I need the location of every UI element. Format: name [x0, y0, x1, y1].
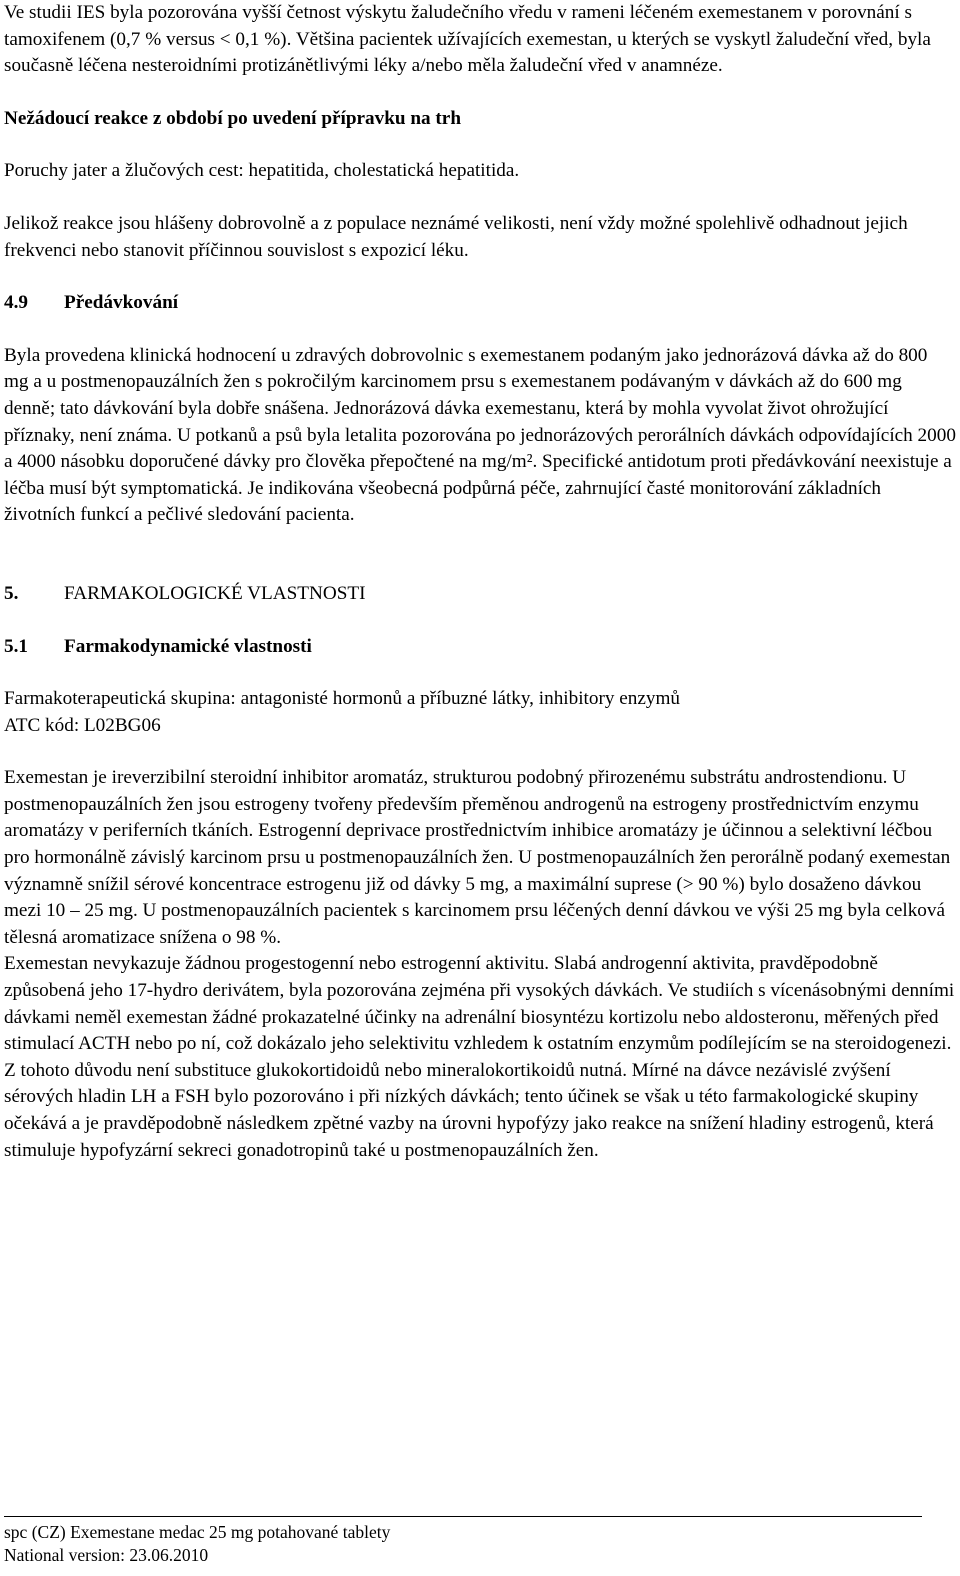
footer-version: National version: 23.06.2010: [4, 1545, 209, 1565]
pharmacodynamics-text-1: Exemestan je ireverzibilní steroidní inhibitor aromatáz, strukturou podobný přirozenému substrátu androstendionu. U postmenopauzálních žen jsou estrogeny tvořeny především přeměnou androgenů na estrogeny prostřednictvím enzymu aromatázy v periferních tkáních. Estrogenní deprivace prostřednictvím inhibice aromatázy je účinnou a selektivní léčbou pro hormonálně závislý karcinom prsu u postmenopauzálních žen. U postmenopauzálních žen perorálně podaný exemestan významně snížil sérové koncentrace estrogenu již od dávky 5 mg, a maximální suprese (> 90 %) bylo dosaženo dávkou mezi 10 – 25 mg. U postmenopauzálních pacientek s karcinomem prsu léčených denní dávkou ve výši 25 mg byla celková tělesná aromatizace snížena o 98 %.: [4, 767, 951, 948]
section-pharmacodynamics-heading: [4, 634, 956, 661]
postmarketing-heading: Nežádoucí reakce z období po uvedení přípravku na trh: [4, 107, 461, 129]
section-pharmacology-heading: [4, 581, 956, 608]
intro-paragraph: Ve studii IES byla pozorována vyšší četnost výskytu žaludečního vředu v rameni léčeném exemestanem v porovnání s tamoxifenem (0,7 % versus < 0,1 %). Většina pacientek užívajících exemestan, u kterých se vyskytl žaludeční vřed, byla současně léčena nesteroidními protizánětlivými léky a/nebo měla žaludeční vřed v anamnéze.: [4, 2, 931, 77]
postmarketing-liver-text: Poruchy jater a žlučových cest: hepatitida, cholestatická hepatitida.: [4, 160, 520, 182]
section-title: Předávkování: [64, 292, 179, 314]
section-number: 5.1: [4, 635, 28, 657]
section-title: FARMAKOLOGICKÉ VLASTNOSTI: [64, 582, 366, 604]
page-footer: [4, 1516, 922, 1567]
section-title: Farmakodynamické vlastnosti: [64, 635, 312, 657]
atc-code: ATC kód: L02BG06: [4, 714, 161, 736]
section-overdose-heading: [4, 290, 956, 317]
section-number: 5.: [4, 582, 19, 604]
postmarketing-reporting-text: Jelikož reakce jsou hlášeny dobrovolně a z populace neznámé velikosti, není vždy možné spolehlivě odhadnout jejich frekvenci nebo stanovit příčinnou souvislost s expozicí léku.: [4, 212, 908, 261]
pharmacodynamics-text-2: Exemestan nevykazuje žádnou progestogenní nebo estrogenní aktivitu. Slabá androgenní aktivita, pravděpodobně způsobená jeho 17-hydro derivátem, byla pozorována zejména při vysokých dávkách. Ve studiích s vícenásobnými denními dávkami neměl exemestan žádné prokazatelné účinky na adrenální biosyntézu kortizolu nebo aldosteronu, měřených před stimulací ACTH nebo po ní, což dokázalo jeho selektivitu vzhledem k ostatním enzymům podílejícím se na steroidogenezi.: [4, 953, 955, 1055]
section-number: 4.9: [4, 292, 28, 314]
pharmacodynamics-text-3: Z tohoto důvodu není substituce glukokortidoidů nebo mineralokortikoidů nutná. Mírné na dávce nezávislé zvýšení sérových hladin LH a FSH bylo pozorováno i při nízkých dávkách; tento účinek se však u této farmakologické skupiny očekává a je pravděpodobně následkem zpětné vazby na úrovni hypofýzy jako reakce na snížení hladiny estrogenů, která stimuluje hypofyzární sekreci gonadotropinů také u postmenopauzálních žen.: [4, 1059, 934, 1161]
pharmacotherapeutic-group: Farmakoterapeutická skupina: antagonisté hormonů a příbuzné látky, inhibitory enzymů: [4, 688, 680, 710]
footer-document-title: spc (CZ) Exemestane medac 25 mg potahované tablety: [4, 1522, 391, 1542]
overdose-text: Byla provedena klinická hodnocení u zdravých dobrovolnic s exemestanem podaným jako jednorázová dávka až do 800 mg a u postmenopauzálních žen s pokročilým karcinomem prsu s exemestanem podávaným v dávkách až do 600 mg denně; tato dávkování byla dobře snášena. Jednorázová dávka exemestanu, která by mohla vyvolat život ohrožující příznaky, není známa. U potkanů a psů byla letalita pozorována po jednorázových perorálních dávkách odpovídajících 2000 a 4000 násobku doporučené dávky pro člověka přepočtené na mg/m². Specifické antidotum proti předávkování neexistuje a léčba musí být symptomatická. Je indikována všeobecná podpůrná péče, zahrnující časté monitorování základních životních funkcí a pečlivé sledování pacienta.: [4, 344, 956, 526]
document-page: [4, 0, 956, 1576]
